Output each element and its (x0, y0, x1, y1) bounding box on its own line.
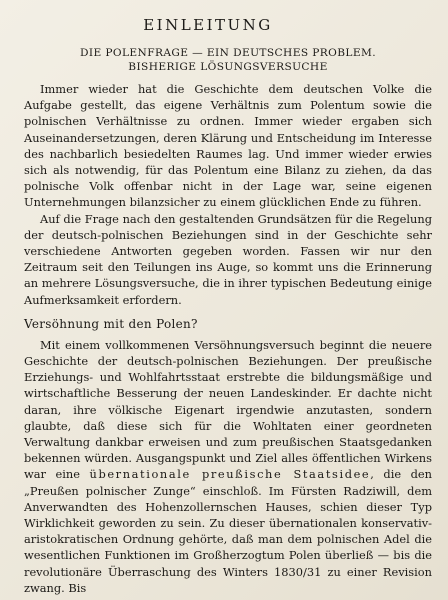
subheading: Versöhnung mit den Polen? (24, 316, 198, 331)
paragraph-1: Immer wieder hat die Geschichte dem deutschen Volke die Aufgabe gestellt, das eigene Verhältnis zum Polentum sowie die polnischen Verhältnisse zu ordnen. Immer wieder ergaben sich Auseinandersetzungen, deren Klärung und Entscheidung im Interesse des nachbarlich besiedelten Raumes lag. Und immer wieder erwies sich als notwendig, für das Polentum eine Bilanz zu ziehen, da das polnische Volk offenbar nicht in der Lage war, seine eigenen Unternehmungen bilanzsicher zu einem glücklichen Ende zu führen. (24, 82, 432, 210)
section-heading (24, 46, 432, 74)
paragraph-2: Auf die Frage nach den gestaltenden Grundsätzen für die Regelung der deutsch-polnischen Beziehungen sind in der Geschichte sehr verschiedene Antworten gegeben worden. Fassen wir nur den Zeitraum seit den Teilungen ins Auge, so kommt uns die Erinnerung an mehrere Lösungsversuche, die in ihrer typischen Bedeutung einige Aufmerksamkeit erfordern. (24, 211, 432, 307)
section-heading-line-2: BISHERIGE LÖSUNGSVERSUCHE (128, 61, 328, 73)
chapter-title: EINLEITUNG (143, 16, 273, 34)
paragraph-3-part-1: Mit einem vollkommenen Versöhnungsversuch beginnt die neuere Geschichte der deutsch-polnischen Beziehungen. Der preußische Erziehungs- und Wohlfahrtsstaat erstrebte die bildungsmäßige und wirtschaftliche Besserung der neuen Landeskinder. Er dachte nicht daran, ihre völkische Eigenart irgendwie anzutasten, sondern glaubte, daß diese sich für die Wohltaten einer geordneten Verwaltung dankbar erweisen und zum preußischen Staatsgedanken bekennen würden. Ausgangspunkt und Ziel alles öffentlichen Wirkens war eine (24, 337, 432, 482)
section-heading-line-1: DIE POLENFRAGE — EIN DEUTSCHES PROBLEM. (79, 47, 377, 59)
book-page (24, 6, 432, 600)
paragraph-3-part-2: , die den „Preußen polnischer Zunge“ einschloß. Im Fürsten Radziwill, dem Anverwandten des Hohenzollernschen Hauses, schien dieser Typ Wirklichkeit geworden zu sein. Zu dieser übernationalen konservativ-aristokratischen Ordnung gehörte, daß man dem polnischen Adel die wesentlichen Funktionen im Großherzogtum Polen überließ — bis die revolutionäre Überraschung des Winters 1830/31 zu einer Revision zwang. Bis (24, 467, 432, 595)
paragraph-3 (24, 337, 432, 596)
emphasis-staatsidee: übernationale preußische Staatsidee (89, 467, 371, 482)
